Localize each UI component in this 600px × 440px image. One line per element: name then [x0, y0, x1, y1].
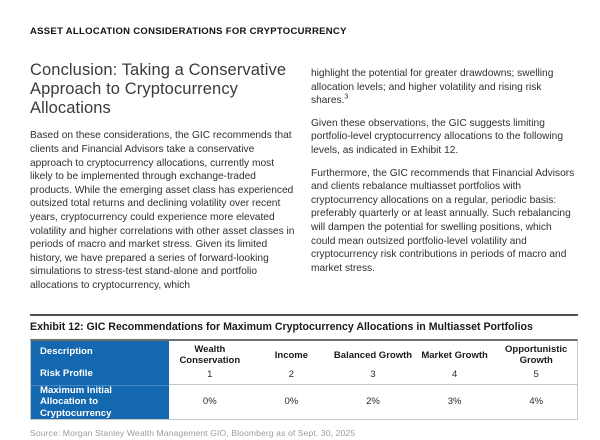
table-column-header: [495, 341, 577, 385]
risk-profile-number: 1: [207, 368, 213, 380]
exhibit-title: Exhibit 12: GIC Recommendations for Maximum Cryptocurrency Allocations in Multiasset Portfolios: [30, 320, 533, 333]
body-paragraph: Furthermore, the GIC recommends that Financial Advisors and clients rebalance multiasset portfolios with cryptocurrency allocations on a regular, periodic basis: preferably quarterly or at least annually. Such rebalancing will dampen the potential for swelling positions, which could mean outsized portfolio-level volatility and cryptocurrency risk contributions in periods of macro and market stress.: [311, 167, 575, 274]
section-divider: [30, 314, 578, 316]
column-name: Balanced Growth: [333, 349, 413, 361]
section-kicker: ASSET ALLOCATION CONSIDERATIONS FOR CRYPTOCURRENCY: [30, 26, 347, 37]
exhibit-section: [30, 314, 578, 438]
table-column-header: [332, 341, 414, 385]
table-column-header: [169, 341, 251, 385]
table-row-label-max-allocation: Maximum Initial Allocation to Cryptocurrency: [31, 385, 169, 419]
row-label-risk-profile: Risk Profile: [40, 367, 93, 379]
risk-profile-number: 4: [451, 368, 458, 380]
column-name: Wealth Conservation: [179, 344, 241, 366]
column-name: Income: [274, 349, 309, 361]
right-column: [311, 61, 578, 302]
allocation-value: 0%: [284, 396, 299, 407]
column-name: Market Growth: [421, 349, 488, 361]
article-title: Conclusion: Taking a Conservative Approach to Cryptocurrency Allocations: [30, 61, 287, 118]
allocation-value: 3%: [447, 396, 462, 407]
risk-profile-number: 3: [370, 368, 376, 380]
footnote-marker: 3: [344, 93, 349, 101]
body-paragraph: Given these observations, the GIC suggests limiting portfolio-level cryptocurrency allocations to the following levels, as indicated in Exhibit 12.: [311, 117, 563, 156]
allocation-value: 0%: [202, 396, 217, 407]
risk-profile-number: 2: [288, 368, 295, 380]
allocation-table: [30, 339, 578, 420]
table-column-header: [251, 341, 333, 385]
column-name: Opportunistic Growth: [505, 344, 568, 366]
source-note: Source: Morgan Stanley Wealth Management GIO, Bloomberg as of Sept. 30, 2025: [30, 427, 356, 438]
two-column-body: [30, 61, 578, 302]
body-paragraph: [311, 67, 578, 108]
paragraph-text: highlight the potential for greater drawdowns; swelling allocation levels; and higher volatility and rising risk shares.: [311, 68, 554, 107]
body-paragraph: Based on these considerations, the GIC recommends that clients and Financial Advisors take a conservative approach to cryptocurrency allocations, currently most likely to be implemented through exchange-traded products. While the emerging asset class has experienced outsized total returns and declining volatility over recent years, cryptocurrency could experience more elevated volatility and higher correlations with other asset classes in periods of macro and market stress. Given its limited history, we have prepared a series of forward-looking simulations to stress-test stand-alone and portfolio allocations to cryptocurrency, which: [30, 130, 295, 291]
left-column: [30, 61, 297, 302]
table-row-label-header: [31, 341, 169, 385]
risk-profile-number: 5: [533, 368, 539, 380]
row-label-description: Description: [40, 345, 93, 357]
allocation-value: 4%: [529, 396, 544, 407]
allocation-value: 2%: [366, 396, 380, 407]
table-column-header: [414, 341, 496, 385]
